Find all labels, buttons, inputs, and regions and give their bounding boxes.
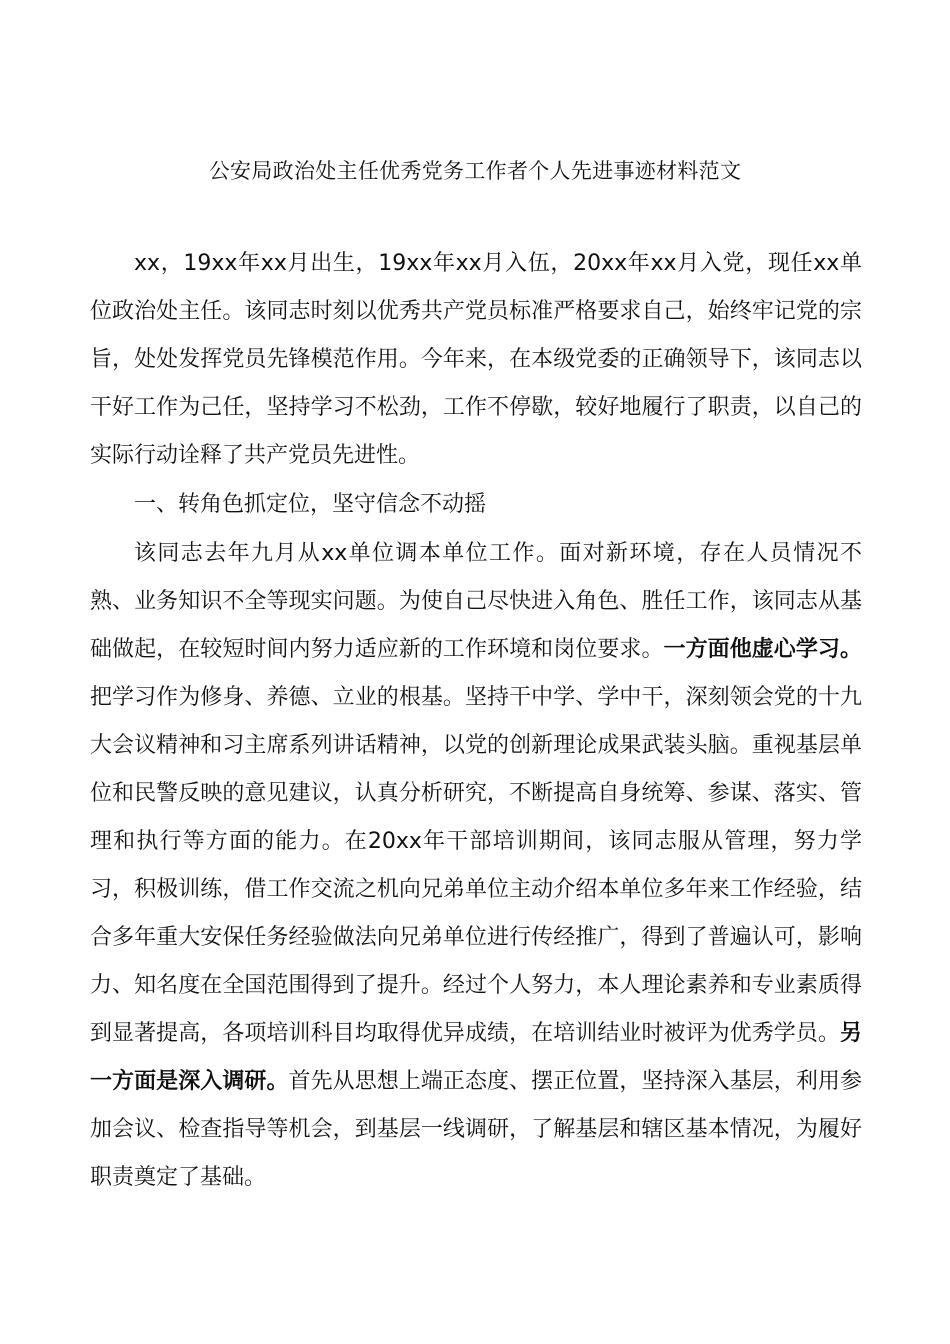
document-body — [90, 240, 862, 1203]
intro-paragraph: xx，19xx年xx月出生，19xx年xx月入伍，20xx年xx月入党，现任xx单位政治处主任。该同志时刻以优秀共产党员标准严格要求自己，始终牢记党的宗旨，处处发挥党员先锋模范作用。今年来，在本级党委的正确领导下，该同志以干好工作为己任，坚持学习不松劲，工作不停歇，较好地履行了职责，以自己的实际行动诠释了共产党员先进性。 — [90, 251, 862, 468]
bold-phrase: 另一方面是深入调研。 — [90, 1021, 862, 1094]
paragraph-text: 该同志去年九月从xx单位调本单位工作。面对新环境，存在人员情况不熟、业务知识不全等现实问题。为使自己尽快进入角色、胜任工作，该同志从基础做起，在较短时间内努力适应新的工作环境和岗位要求。 — [90, 541, 862, 662]
paragraph-text: 把学习作为修身、养德、立业的根基。坚持干中学、学中干，深刻领会党的十九大会议精神和习主席系列讲话精神，以党的创新理论成果武装头脑。重视基层单位和民警反映的意见建议，认真分析研究，不断提高自身统筹、参谋、落实、管理和执行等方面的能力。在20xx年干部培训期间，该同志服从管理，努力学习，积极训练，借工作交流之机向兄弟单位主动介绍本单位多年来工作经验，结合多年重大安保任务经验做法向兄弟单位进行传经推广，得到了普遍认可，影响力、知名度在全国范围得到了提升。经过个人努力，本人理论素养和专业素质得到显著提高，各项培训科目均取得优异成绩，在培训结业时被评为优秀学员。 — [90, 685, 862, 1046]
paragraph-text: 首先从思想上端正态度、摆正位置，坚持深入基层，利用参加会议、检查指导等机会，到基层一线调研，了解基层和辖区基本情况，为履好职责奠定了基础。 — [90, 1069, 862, 1190]
bold-phrase: 一方面他虚心学习。 — [663, 637, 862, 662]
section-heading: 一、转角色抓定位，坚守信念不动摇 — [134, 492, 487, 517]
document-title: 公安局政治处主任优秀党务工作者个人先进事迹材料范文 — [208, 159, 742, 183]
section-paragraph — [90, 530, 862, 1202]
